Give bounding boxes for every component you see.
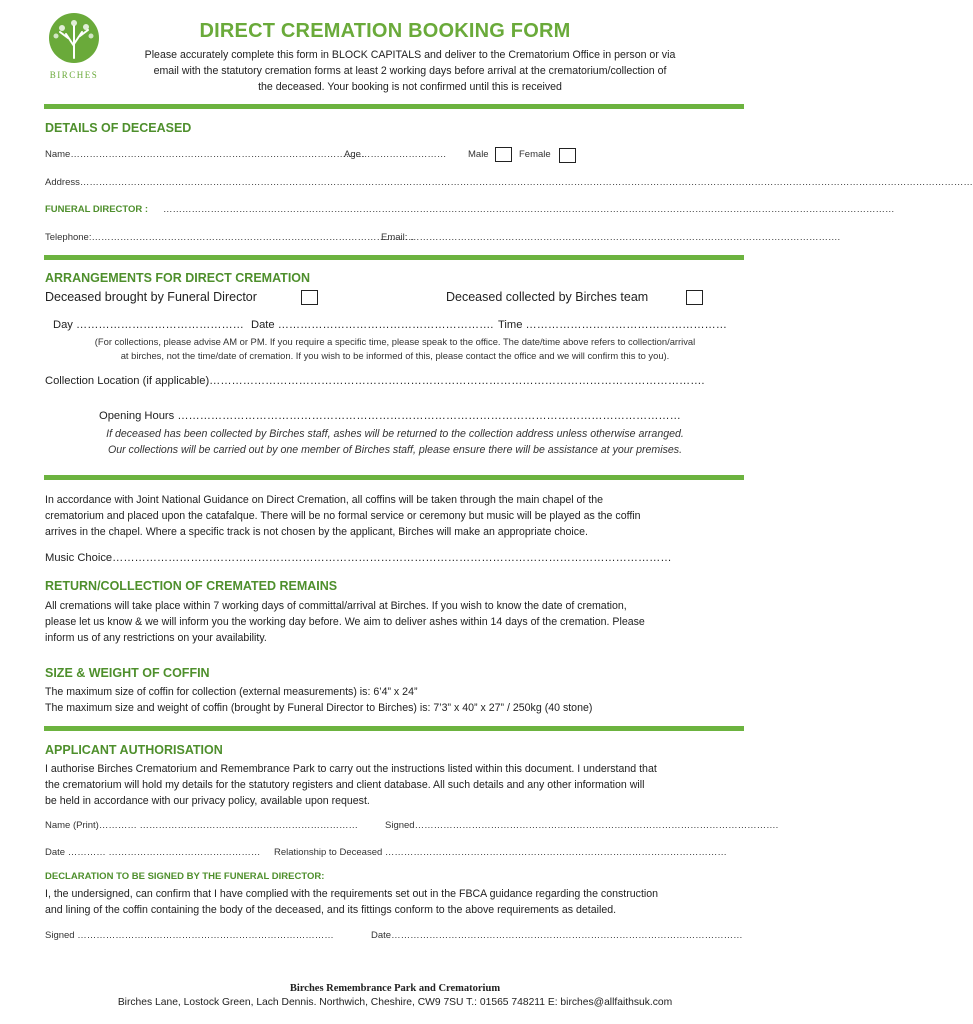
intro-line: the deceased. Your booking is not confirmed until this is received xyxy=(258,81,562,93)
male-checkbox[interactable] xyxy=(495,147,512,162)
guidance-line: arrives in the chapel. Where a specific track is not chosen by the applicant, Birches will make an appropriate choice. xyxy=(45,526,588,538)
italic-note-line: Our collections will be carried out by one member of Birches staff, please ensure there will be assistance at your premises. xyxy=(107,444,683,456)
authorisation-line: I authorise Birches Crematorium and Remembrance Park to carry out the instructions listed within this document. I understand that xyxy=(45,763,657,775)
opening-hours-field[interactable]: Opening Hours ……………………………………………………………………………………………………………………… xyxy=(99,410,681,422)
option-brought-by-fd-checkbox[interactable] xyxy=(301,290,318,305)
intro-line: email with the statutory cremation forms at least 2 working days before arrival at the crematorium/collection of xyxy=(153,65,667,77)
intro-text xyxy=(110,47,710,95)
remains-heading: RETURN/COLLECTION OF CREMATED REMAINS xyxy=(45,579,338,593)
guidance-paragraph xyxy=(45,492,745,540)
coffin-line: The maximum size of coffin for collection (external measurements) is: 6’4” x 24” xyxy=(45,686,418,698)
collection-location-field[interactable]: Collection Location (if applicable)……………………………………………………………………………………………………………………. xyxy=(45,375,705,387)
option-collected-by-birches-label: Deceased collected by Birches team xyxy=(446,290,649,304)
section-divider xyxy=(44,726,744,731)
applicant-name-field[interactable]: Name (Print)………… …………………………………………………………… xyxy=(45,820,358,831)
funeral-director-label: FUNERAL DIRECTOR : xyxy=(45,204,149,215)
remains-paragraph xyxy=(45,598,745,646)
fd-date-field[interactable]: Date………………………………………………………………………………………………… xyxy=(371,930,743,941)
address-field[interactable]: Address………………………………………………………………………………………………………………………………………………………………………………………………………………………………………………………… xyxy=(45,177,973,188)
deceased-age-field[interactable]: Age……………………… xyxy=(344,149,447,160)
footer-org-name: Birches Remembrance Park and Crematorium xyxy=(289,983,501,994)
guidance-line: In accordance with Joint National Guidance on Direct Cremation, all coffins will be taken through the main chapel of the xyxy=(45,494,604,506)
coffin-line: The maximum size and weight of coffin (brought by Funeral Director to Birches) is: 7’3” x 40” x 27” / 250kg (40 stone) xyxy=(45,702,593,714)
form-title: DIRECT CREMATION BOOKING FORM xyxy=(199,20,571,42)
deceased-name-field[interactable]: Name………………………………………………………………………………… xyxy=(45,149,365,160)
intro-line: Please accurately complete this form in BLOCK CAPITALS and deliver to the Crematorium Office in person or via xyxy=(144,49,676,61)
option-collected-by-birches-checkbox[interactable] xyxy=(686,290,703,305)
option-brought-by-fd-label: Deceased brought by Funeral Director xyxy=(45,290,257,304)
collection-note-line: (For collections, please advise AM or PM. If you require a specific time, please speak to the office. The date/time above refers to collection/arrival xyxy=(94,336,696,347)
section-divider xyxy=(44,475,744,480)
female-label: Female xyxy=(519,149,551,160)
funeral-director-field[interactable]: …………………………………………………………………………………………………………………………………………………………………………………………………………… xyxy=(163,204,895,215)
fd-declaration-line: and lining of the coffin containing the body of the deceased, and its fittings conform to the above requirements as detailed. xyxy=(45,904,617,916)
fd-signed-field[interactable]: Signed ……………………………………………………………………… xyxy=(45,930,334,941)
section-divider xyxy=(44,255,744,260)
fd-declaration-paragraph xyxy=(45,886,745,918)
section-divider xyxy=(44,104,744,109)
authorisation-heading: APPLICANT AUTHORISATION xyxy=(45,743,223,757)
time-field[interactable]: Time ……………………………………………… xyxy=(498,319,727,331)
coffin-heading: SIZE & WEIGHT OF COFFIN xyxy=(45,666,210,680)
fd-declaration-heading: DECLARATION TO BE SIGNED BY THE FUNERAL DIRECTOR: xyxy=(45,871,325,882)
music-choice-field[interactable]: Music Choice…………………………………………………………………………………………………………………………………… xyxy=(45,552,672,564)
email-field[interactable]: Email: ………………………………………………………………………………………………………………………. xyxy=(381,232,841,243)
date-field[interactable]: Date …………………………………………………. xyxy=(251,319,494,331)
remains-line: please let us know & we will inform you the working day before. We aim to deliver ashes within 14 days of the cremation. Please xyxy=(45,616,645,628)
telephone-field[interactable]: Telephone:………………………………………………………………………………………… xyxy=(45,232,415,243)
italic-note-line: If deceased has been collected by Birches staff, ashes will be returned to the collection address unless otherwise arranged. xyxy=(106,428,684,440)
fd-declaration-line: I, the undersigned, can confirm that I have complied with the requirements set out in the FBCA guidance regarding the construction xyxy=(45,888,659,900)
coffin-paragraph xyxy=(45,684,745,716)
collection-note-line: at birches, not the time/date of cremation. If you wish to be informed of this, please contact the office and we will confirm this to you). xyxy=(120,350,670,361)
relationship-field[interactable]: Relationship to Deceased ……………………………………………………………………………………………… xyxy=(274,847,727,858)
guidance-line: crematorium and placed upon the catafalque. There will be no formal service or ceremony but music will be played as the coffin xyxy=(45,510,641,522)
male-label: Male xyxy=(468,149,489,160)
remains-line: inform us of any restrictions on your availability. xyxy=(45,632,267,644)
arrangements-heading: ARRANGEMENTS FOR DIRECT CREMATION xyxy=(45,271,311,285)
deceased-heading: DETAILS OF DECEASED xyxy=(45,121,192,135)
footer-address: Birches Lane, Lostock Green, Lach Dennis. Northwich, Cheshire, CW9 7SU T.: 01565 748211 E: birches@allfaithsuk.com xyxy=(117,997,673,1008)
day-field[interactable]: Day ……………………………………… xyxy=(53,319,244,331)
remains-line: All cremations will take place within 7 working days of committal/arrival at Birches. If you wish to know the date of cremation, xyxy=(45,600,627,612)
logo-text: BIRCHES xyxy=(49,70,99,80)
applicant-date-field[interactable]: Date ………… ………………………………………… xyxy=(45,847,261,858)
authorisation-paragraph xyxy=(45,761,745,809)
applicant-signed-field[interactable]: Signed……………………………………………………………………………………………………. xyxy=(385,820,779,831)
authorisation-line: the crematorium will hold my details for the statutory registers and client database. All such details and any other information will xyxy=(45,779,645,791)
authorisation-line: be held in accordance with our privacy policy, available upon request. xyxy=(45,795,370,807)
female-checkbox[interactable] xyxy=(559,148,576,163)
